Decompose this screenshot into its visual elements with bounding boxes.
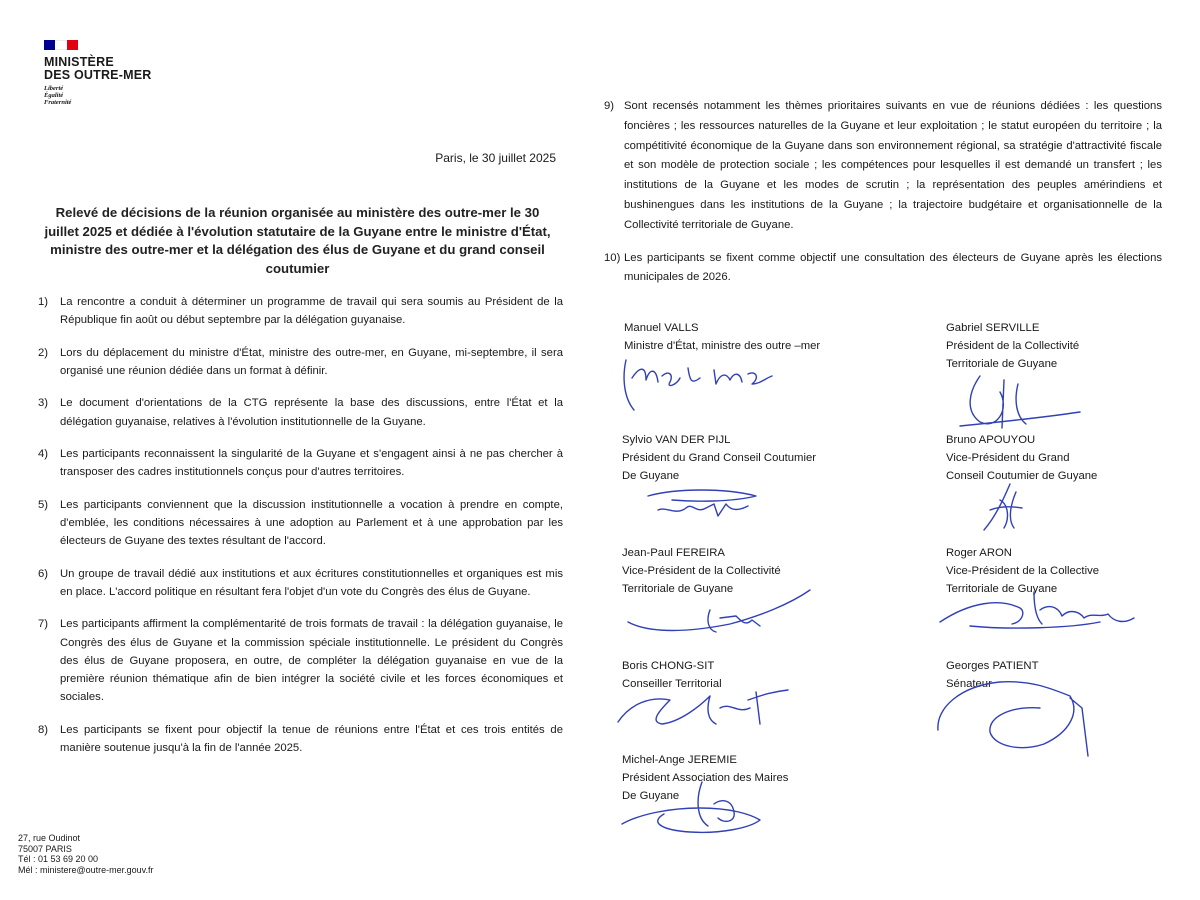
signatory-aron: Roger ARON Vice-Président de la Collective Territoriale de Guyane — [946, 547, 1100, 595]
signatory-apouyou: Bruno APOUYOU Vice-Président du Grand Conseil Coutumier de Guyane — [946, 434, 1098, 482]
signatory-jeremie: Michel-Ange JEREMIE Président Association des Maires De Guyane — [622, 754, 789, 802]
signatory-serville: Gabriel SERVILLE Président de la Collectivité Territoriale de Guyane — [946, 322, 1080, 370]
decision-item: 5) Les participants conviennent que la discussion institutionnelle a vocation à prendre en compte, d'emblée, les conditions nécessaires à une adoption au Parlement et à une approbation par les électeurs de Guyane des textes résultant de l'accord. — [38, 498, 563, 548]
signatory-valls: Manuel VALLS Ministre d'État, ministre des outre –mer — [624, 322, 821, 352]
signature-chong-sit — [610, 678, 810, 738]
decision-item: 4) Les participants reconnaissent la singularité de la Guyane et s'engagent ainsi à ne pas chercher à transposer des cadres institutionnels conçus pour d'autres territoires. — [38, 448, 563, 479]
signature-van-der-pijl — [636, 480, 786, 530]
ministry-address: 27, rue Oudinot 75007 PARIS Tél : 01 53 69 20 00 Mél : ministere@outre-mer.gouv.fr — [18, 833, 154, 876]
decision-item: 3) Le document d'orientations de la CTG représente la base des discussions, entre l'État et la délégation guyanaise, relatives à l'évolution institutionnelle de la Guyane. — [38, 397, 563, 428]
right-page — [600, 0, 1200, 900]
decision-list-continued — [604, 97, 1162, 301]
signature-serville — [940, 370, 1100, 440]
signature-apouyou — [970, 478, 1050, 538]
flag-red — [67, 40, 78, 50]
signatory-chong-sit: Boris CHONG-SIT Conseiller Territorial — [622, 660, 722, 690]
decision-item: 2) Lors du déplacement du ministre d'État, ministre des outre-mer, en Guyane, mi-septembre, il sera organisé une réunion dédiée dans un format à définir. — [38, 346, 563, 377]
ministry-name: MINISTÈRE DES OUTRE-MER — [44, 55, 152, 82]
decision-list — [38, 293, 563, 771]
ministry-logo — [44, 40, 151, 106]
signature-jeremie — [610, 774, 780, 844]
french-flag-icon — [44, 40, 78, 50]
signature-fereira — [620, 580, 820, 645]
flag-blue — [44, 40, 55, 50]
signature-aron — [930, 582, 1160, 642]
decision-item: 9) Sont recensés notamment les thèmes prioritaires suivants en vue de réunions dédiées : les questions foncières ; les ressources naturelles de la Guyane et leur exploitation ; le statut européen du territoire ; la compétitivité économique de la Guyane dans son environnement régional, sa stratégie d'attractivité fiscale et son modèle de protection sociale ; les compétences pour lesquelles il est demandé un transfert ; les institutions de la Guyane et les modes de scrutin ; la représentation des peuples amérindiens et bushinengues dans les institutions de la Guyane ; la trajectoire budgétaire et organisationnelle de la Collectivité territoriale de Guyane. — [604, 100, 1162, 231]
decision-item: 7) Les participants affirment la complémentarité de trois formats de travail : la délégation guyanaise, le Congrès des élus de Guyane et la commission spéciale institutionnelle. Le président du Congrès des élus de Guyane proposera, en outre, de compléter la délégation guyanaise en vue de la première réunion thématique afin de bien intégrer la société civile et les forces économiques et sociales. — [38, 618, 563, 704]
left-page — [0, 0, 590, 900]
signatory-patient: Georges PATIENT Sénateur — [946, 660, 1039, 690]
signatory-fereira: Jean-Paul FEREIRA Vice-Président de la Collectivité Territoriale de Guyane — [622, 547, 781, 595]
flag-white — [55, 40, 66, 50]
document-title: Relevé de décisions de la réunion organisée au ministère des outre-mer le 30 juillet 2025 et dédiée à l'évolution statutaire de la Guyane entre le ministre d'État, ministre des outre-mer et la délégation des élus de Guyane et du grand conseil coutumier — [44, 205, 551, 276]
decision-item: 6) Un groupe de travail dédié aux institutions et aux écritures constitutionnelles et organiques est mis en place. L'accord politique en résultant fera l'objet d'un vote du Congrès des élus de Guyane. — [38, 567, 563, 598]
republic-motto: Liberté Égalité Fraternité — [44, 85, 72, 106]
decision-item: 1) La rencontre a conduit à déterminer un programme de travail qui sera soumis au Président de la République fin août ou début septembre par la délégation guyanaise. — [38, 296, 563, 327]
signature-patient — [920, 672, 1110, 762]
signature-valls — [610, 348, 800, 428]
signatory-van-der-pijl: Sylvio VAN DER PIJL Président du Grand Conseil Coutumier De Guyane — [622, 434, 817, 482]
decision-item: 8) Les participants se fixent pour objectif la tenue de réunions entre l'État et ces trois entités de manière soutenue jusqu'à la fin de l'année 2025. — [38, 723, 563, 754]
document-date: Paris, le 30 juillet 2025 — [435, 151, 556, 165]
decision-item: 10) Les participants se fixent comme objectif une consultation des électeurs de Guyane après les élections municipales de 2026. — [604, 251, 1162, 284]
